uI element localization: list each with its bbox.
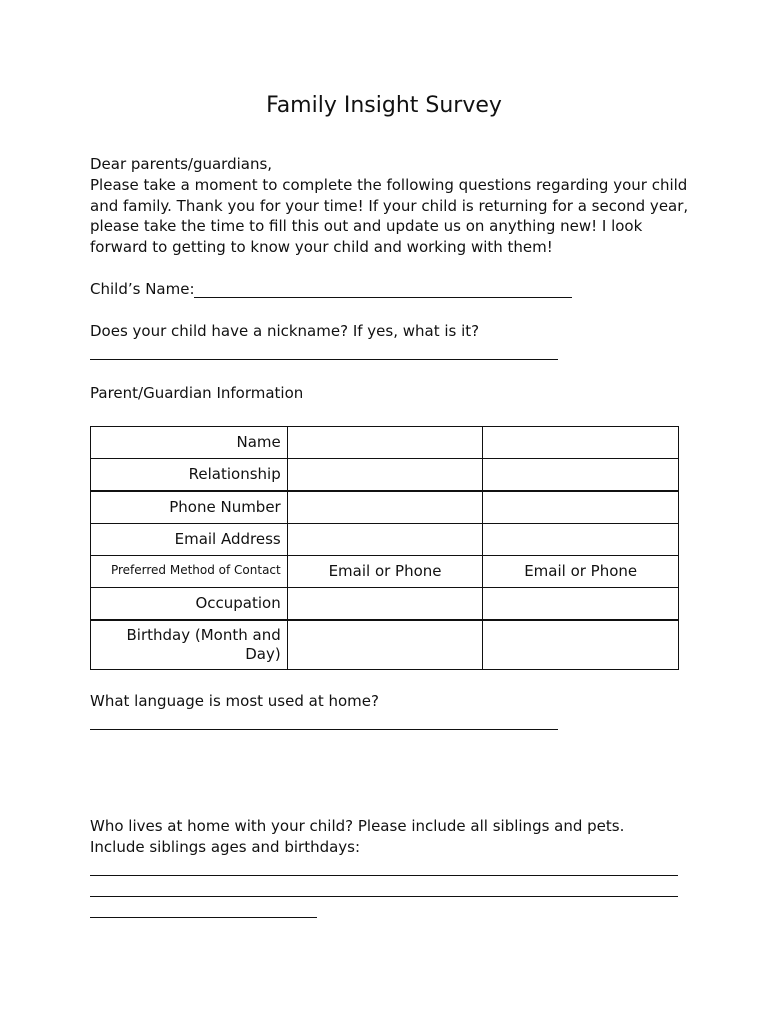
household-question-cont: Include siblings ages and birthdays: xyxy=(90,838,361,856)
household-blank-2[interactable] xyxy=(90,896,678,897)
guardian-section-heading: Parent/Guardian Information xyxy=(90,384,304,402)
child-name-label: Child’s Name: xyxy=(90,280,195,298)
guardian2-cell[interactable] xyxy=(483,427,679,459)
household-question: Who lives at home with your child? Please include all siblings and pets. xyxy=(90,817,625,835)
row-label: Preferred Method of Contact xyxy=(91,556,288,588)
greeting-text: Dear parents/guardians, xyxy=(90,155,273,173)
guardian2-cell[interactable] xyxy=(483,620,679,670)
table-row xyxy=(91,620,679,670)
guardian1-contact-method[interactable]: Email or Phone xyxy=(287,556,483,588)
table-row xyxy=(91,524,679,556)
guardian1-cell[interactable] xyxy=(287,524,483,556)
guardian2-contact-method[interactable]: Email or Phone xyxy=(483,556,679,588)
guardian2-cell[interactable] xyxy=(483,524,679,556)
guardian1-cell[interactable] xyxy=(287,491,483,524)
guardian1-cell[interactable] xyxy=(287,588,483,621)
table-row xyxy=(91,427,679,459)
intro-block xyxy=(90,154,690,258)
row-label: Phone Number xyxy=(91,491,288,524)
table-row xyxy=(91,491,679,524)
nickname-question: Does your child have a nickname? If yes, what is it? xyxy=(90,322,480,340)
page-title: Family Insight Survey xyxy=(266,93,502,118)
table-row xyxy=(91,459,679,492)
row-label: Occupation xyxy=(91,588,288,621)
guardian1-cell[interactable] xyxy=(287,427,483,459)
guardian2-cell[interactable] xyxy=(483,459,679,492)
household-blank-3[interactable] xyxy=(90,917,317,918)
row-label: Relationship xyxy=(91,459,288,492)
row-label: Email Address xyxy=(91,524,288,556)
intro-text: Please take a moment to complete the following questions regarding your child and family. Thank you for your time! If your child is returning for a second year, please take the time to fill this out and update us on anything new! I look forward to getting to know your child and working with them! xyxy=(90,175,689,257)
household-blank-1[interactable] xyxy=(90,875,678,876)
row-label: Name xyxy=(91,427,288,459)
guardian1-cell[interactable] xyxy=(287,620,483,670)
language-blank[interactable] xyxy=(90,729,558,730)
guardian2-cell[interactable] xyxy=(483,588,679,621)
guardian-info-table xyxy=(90,426,679,670)
child-name-blank[interactable] xyxy=(194,297,572,298)
table-row xyxy=(91,588,679,621)
guardian2-cell[interactable] xyxy=(483,491,679,524)
table-row xyxy=(91,556,679,588)
guardian1-cell[interactable] xyxy=(287,459,483,492)
language-question: What language is most used at home? xyxy=(90,692,379,710)
nickname-blank[interactable] xyxy=(90,359,558,360)
row-label: Birthday (Month and Day) xyxy=(91,620,288,670)
